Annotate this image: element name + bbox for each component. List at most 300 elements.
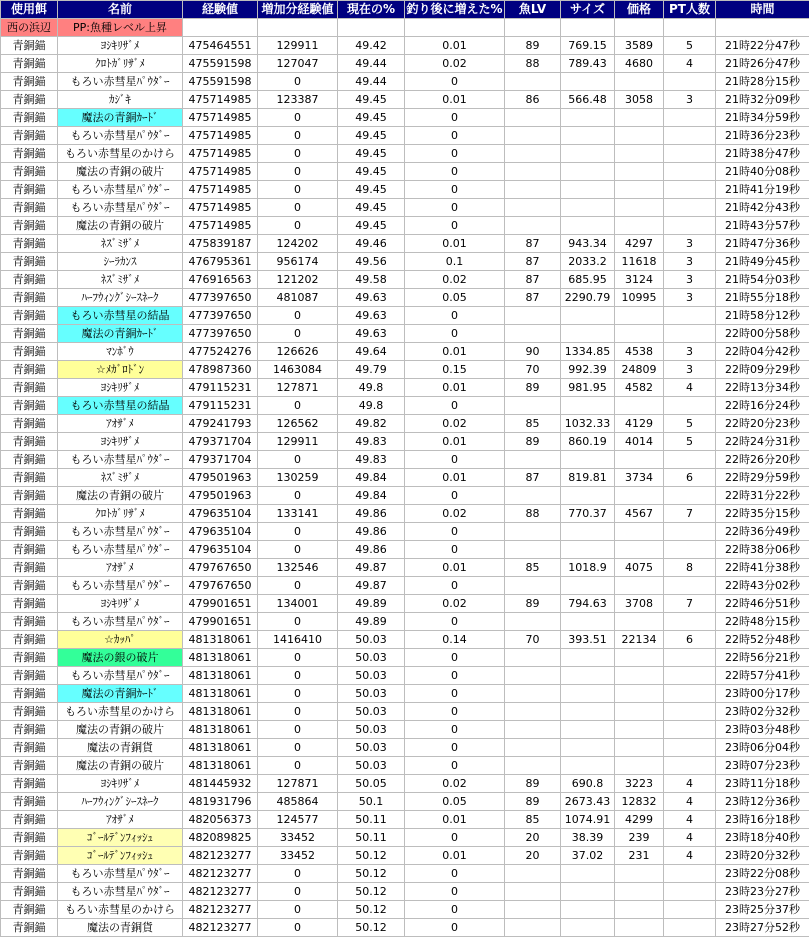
cell-bait[interactable]: 青銅錨 (1, 883, 58, 901)
cell-bait[interactable]: 青銅錨 (1, 271, 58, 289)
cell-pct-gain[interactable]: 0.01 (405, 559, 505, 577)
cell-pct[interactable]: 49.45 (338, 163, 405, 181)
cell-pt[interactable]: 3 (664, 289, 716, 307)
cell-lv[interactable] (505, 703, 561, 721)
cell-bait[interactable]: 青銅錨 (1, 217, 58, 235)
cell-time[interactable]: 22時20分23秒 (716, 415, 809, 433)
cell-time[interactable]: 23時06分04秒 (716, 739, 809, 757)
cell-size[interactable] (561, 703, 615, 721)
cell-bait[interactable]: 青銅錨 (1, 37, 58, 55)
cell-name[interactable]: ｱｵｻﾞﾒ (58, 415, 183, 433)
cell-lv[interactable] (505, 577, 561, 595)
cell-bait[interactable]: 青銅錨 (1, 667, 58, 685)
cell-bait[interactable]: 青銅錨 (1, 649, 58, 667)
cell-bait[interactable]: 青銅錨 (1, 505, 58, 523)
cell-pt[interactable]: 4 (664, 379, 716, 397)
cell-time[interactable]: 21時22分47秒 (716, 37, 809, 55)
cell-size[interactable] (561, 127, 615, 145)
cell-pct-gain[interactable]: 0 (405, 613, 505, 631)
cell-name[interactable]: もろい赤彗星ﾊﾟｳﾀﾞｰ (58, 577, 183, 595)
cell-price[interactable] (615, 163, 664, 181)
cell-lv[interactable]: 89 (505, 595, 561, 613)
cell-pct-gain[interactable]: 0 (405, 397, 505, 415)
cell-gain[interactable]: 0 (258, 163, 338, 181)
cell-bait[interactable]: 青銅錨 (1, 163, 58, 181)
location-note-cell[interactable]: PP:魚種レベル上昇 (58, 19, 183, 37)
cell-lv[interactable]: 89 (505, 433, 561, 451)
cell-pct-gain[interactable]: 0 (405, 451, 505, 469)
cell-pct[interactable]: 49.8 (338, 397, 405, 415)
cell-pct-gain[interactable]: 0.15 (405, 361, 505, 379)
cell-exp[interactable]: 481318061 (183, 685, 258, 703)
cell-size[interactable] (561, 451, 615, 469)
cell-gain[interactable]: 0 (258, 325, 338, 343)
cell-pct-gain[interactable]: 0 (405, 109, 505, 127)
empty-cell[interactable] (664, 19, 716, 37)
cell-bait[interactable]: 青銅錨 (1, 181, 58, 199)
cell-price[interactable] (615, 577, 664, 595)
cell-name[interactable]: 魔法の銀の破片 (58, 649, 183, 667)
cell-exp[interactable]: 479635104 (183, 505, 258, 523)
cell-name[interactable]: もろい赤彗星のかけら (58, 145, 183, 163)
cell-lv[interactable]: 20 (505, 829, 561, 847)
cell-pt[interactable]: 3 (664, 235, 716, 253)
cell-name[interactable]: ﾊｰﾌｳｨﾝｸﾞｼｰｽﾈｰｸ (58, 793, 183, 811)
cell-time[interactable]: 21時55分18秒 (716, 289, 809, 307)
cell-pct[interactable]: 50.11 (338, 829, 405, 847)
cell-bait[interactable]: 青銅錨 (1, 559, 58, 577)
cell-price[interactable]: 11618 (615, 253, 664, 271)
cell-name[interactable]: もろい赤彗星ﾊﾟｳﾀﾞｰ (58, 451, 183, 469)
cell-pct[interactable]: 50.12 (338, 847, 405, 865)
cell-gain[interactable]: 33452 (258, 829, 338, 847)
cell-size[interactable] (561, 667, 615, 685)
cell-bait[interactable]: 青銅錨 (1, 361, 58, 379)
cell-price[interactable] (615, 721, 664, 739)
empty-cell[interactable] (716, 19, 809, 37)
cell-gain[interactable]: 124202 (258, 235, 338, 253)
cell-lv[interactable] (505, 649, 561, 667)
cell-pct[interactable]: 49.45 (338, 199, 405, 217)
cell-pt[interactable]: 7 (664, 595, 716, 613)
cell-pt[interactable]: 4 (664, 829, 716, 847)
cell-pct[interactable]: 50.03 (338, 649, 405, 667)
cell-exp[interactable]: 477524276 (183, 343, 258, 361)
cell-exp[interactable]: 475714985 (183, 91, 258, 109)
empty-cell[interactable] (561, 19, 615, 37)
cell-exp[interactable]: 481318061 (183, 757, 258, 775)
cell-pct-gain[interactable]: 0 (405, 721, 505, 739)
cell-gain[interactable]: 126562 (258, 415, 338, 433)
cell-bait[interactable]: 青銅錨 (1, 397, 58, 415)
cell-pt[interactable] (664, 721, 716, 739)
cell-price[interactable] (615, 541, 664, 559)
cell-size[interactable] (561, 397, 615, 415)
cell-exp[interactable]: 475714985 (183, 217, 258, 235)
cell-pct-gain[interactable]: 0 (405, 541, 505, 559)
cell-bait[interactable]: 青銅錨 (1, 811, 58, 829)
cell-pct[interactable]: 49.44 (338, 73, 405, 91)
cell-lv[interactable] (505, 919, 561, 937)
cell-pt[interactable]: 4 (664, 811, 716, 829)
cell-pct-gain[interactable]: 0 (405, 703, 505, 721)
cell-pct-gain[interactable]: 0 (405, 181, 505, 199)
cell-lv[interactable] (505, 325, 561, 343)
cell-gain[interactable]: 33452 (258, 847, 338, 865)
cell-pct[interactable]: 49.84 (338, 469, 405, 487)
cell-bait[interactable]: 青銅錨 (1, 145, 58, 163)
cell-price[interactable] (615, 325, 664, 343)
cell-lv[interactable]: 88 (505, 505, 561, 523)
cell-size[interactable] (561, 73, 615, 91)
cell-exp[interactable]: 481318061 (183, 667, 258, 685)
cell-pct[interactable]: 49.64 (338, 343, 405, 361)
cell-lv[interactable]: 89 (505, 379, 561, 397)
cell-lv[interactable] (505, 451, 561, 469)
cell-pct-gain[interactable]: 0 (405, 487, 505, 505)
cell-price[interactable] (615, 127, 664, 145)
cell-time[interactable]: 21時32分09秒 (716, 91, 809, 109)
cell-price[interactable] (615, 757, 664, 775)
cell-lv[interactable] (505, 757, 561, 775)
cell-time[interactable]: 21時58分12秒 (716, 307, 809, 325)
cell-name[interactable]: もろい赤彗星ﾊﾟｳﾀﾞｰ (58, 613, 183, 631)
cell-pct-gain[interactable]: 0.05 (405, 289, 505, 307)
cell-name[interactable]: ｱｵｻﾞﾒ (58, 559, 183, 577)
cell-exp[interactable]: 477397650 (183, 325, 258, 343)
cell-size[interactable] (561, 325, 615, 343)
cell-pct-gain[interactable]: 0.02 (405, 55, 505, 73)
cell-lv[interactable]: 85 (505, 811, 561, 829)
cell-exp[interactable]: 475591598 (183, 73, 258, 91)
cell-time[interactable]: 23時27分52秒 (716, 919, 809, 937)
cell-pct[interactable]: 49.45 (338, 217, 405, 235)
cell-pt[interactable] (664, 541, 716, 559)
cell-pt[interactable] (664, 199, 716, 217)
cell-gain[interactable]: 126626 (258, 343, 338, 361)
cell-exp[interactable]: 482123277 (183, 901, 258, 919)
cell-pt[interactable]: 5 (664, 433, 716, 451)
cell-bait[interactable]: 青銅錨 (1, 847, 58, 865)
cell-pct-gain[interactable]: 0 (405, 757, 505, 775)
cell-lv[interactable]: 87 (505, 235, 561, 253)
cell-pt[interactable] (664, 145, 716, 163)
cell-name[interactable]: 魔法の青銅貨 (58, 919, 183, 937)
cell-pt[interactable]: 5 (664, 415, 716, 433)
cell-gain[interactable]: 485864 (258, 793, 338, 811)
cell-time[interactable]: 23時07分23秒 (716, 757, 809, 775)
cell-time[interactable]: 23時25分37秒 (716, 901, 809, 919)
cell-pct[interactable]: 49.86 (338, 505, 405, 523)
cell-name[interactable]: ｺﾞｰﾙﾃﾞﾝﾌｨｯｼｭ (58, 829, 183, 847)
cell-name[interactable]: もろい赤彗星ﾊﾟｳﾀﾞｰ (58, 883, 183, 901)
cell-time[interactable]: 23時11分18秒 (716, 775, 809, 793)
cell-pct-gain[interactable]: 0.02 (405, 595, 505, 613)
cell-gain[interactable]: 0 (258, 145, 338, 163)
cell-lv[interactable] (505, 397, 561, 415)
cell-pct-gain[interactable]: 0.1 (405, 253, 505, 271)
cell-price[interactable] (615, 667, 664, 685)
cell-gain[interactable]: 0 (258, 919, 338, 937)
cell-pt[interactable]: 4 (664, 847, 716, 865)
cell-bait[interactable]: 青銅錨 (1, 55, 58, 73)
cell-gain[interactable]: 0 (258, 667, 338, 685)
cell-gain[interactable]: 130259 (258, 469, 338, 487)
cell-exp[interactable]: 482056373 (183, 811, 258, 829)
cell-time[interactable]: 22時13分34秒 (716, 379, 809, 397)
cell-lv[interactable]: 87 (505, 289, 561, 307)
cell-name[interactable]: ｸﾛﾄｶﾞﾘｻﾞﾒ (58, 505, 183, 523)
cell-price[interactable]: 4680 (615, 55, 664, 73)
cell-pt[interactable] (664, 397, 716, 415)
cell-bait[interactable]: 青銅錨 (1, 631, 58, 649)
cell-time[interactable]: 21時36分23秒 (716, 127, 809, 145)
cell-lv[interactable]: 90 (505, 343, 561, 361)
cell-pct[interactable]: 49.83 (338, 433, 405, 451)
cell-exp[interactable]: 482123277 (183, 883, 258, 901)
cell-pct[interactable]: 50.03 (338, 739, 405, 757)
cell-pt[interactable]: 3 (664, 253, 716, 271)
cell-gain[interactable]: 0 (258, 199, 338, 217)
cell-gain[interactable]: 0 (258, 577, 338, 595)
cell-price[interactable]: 24809 (615, 361, 664, 379)
cell-gain[interactable]: 0 (258, 883, 338, 901)
cell-price[interactable]: 4538 (615, 343, 664, 361)
cell-price[interactable] (615, 523, 664, 541)
cell-pt[interactable] (664, 73, 716, 91)
cell-size[interactable]: 2033.2 (561, 253, 615, 271)
cell-exp[interactable]: 475714985 (183, 163, 258, 181)
cell-lv[interactable] (505, 541, 561, 559)
cell-lv[interactable]: 70 (505, 631, 561, 649)
cell-exp[interactable]: 477397650 (183, 289, 258, 307)
cell-time[interactable]: 23時23分27秒 (716, 883, 809, 901)
cell-lv[interactable] (505, 667, 561, 685)
cell-time[interactable]: 22時41分38秒 (716, 559, 809, 577)
cell-gain[interactable]: 134001 (258, 595, 338, 613)
cell-gain[interactable]: 124577 (258, 811, 338, 829)
cell-name[interactable]: 魔法の青銅ｶｰﾄﾞ (58, 109, 183, 127)
cell-pct[interactable]: 49.63 (338, 289, 405, 307)
cell-bait[interactable]: 青銅錨 (1, 487, 58, 505)
cell-lv[interactable] (505, 73, 561, 91)
cell-name[interactable]: ﾖｼｷﾘｻﾞﾒ (58, 37, 183, 55)
cell-name[interactable]: ﾈｽﾞﾐｻﾞﾒ (58, 469, 183, 487)
cell-pt[interactable] (664, 577, 716, 595)
cell-bait[interactable]: 青銅錨 (1, 721, 58, 739)
cell-size[interactable] (561, 541, 615, 559)
cell-size[interactable] (561, 109, 615, 127)
cell-exp[interactable]: 479635104 (183, 523, 258, 541)
cell-time[interactable]: 21時34分59秒 (716, 109, 809, 127)
cell-exp[interactable]: 479241793 (183, 415, 258, 433)
cell-exp[interactable]: 481931796 (183, 793, 258, 811)
cell-pct[interactable]: 49.56 (338, 253, 405, 271)
cell-exp[interactable]: 482123277 (183, 865, 258, 883)
cell-bait[interactable]: 青銅錨 (1, 757, 58, 775)
cell-bait[interactable]: 青銅錨 (1, 775, 58, 793)
cell-pt[interactable] (664, 901, 716, 919)
cell-price[interactable]: 231 (615, 847, 664, 865)
cell-pct-gain[interactable]: 0.01 (405, 37, 505, 55)
cell-size[interactable]: 981.95 (561, 379, 615, 397)
cell-price[interactable]: 3058 (615, 91, 664, 109)
cell-time[interactable]: 23時16分18秒 (716, 811, 809, 829)
cell-price[interactable]: 12832 (615, 793, 664, 811)
cell-pct-gain[interactable]: 0 (405, 73, 505, 91)
cell-pct[interactable]: 50.11 (338, 811, 405, 829)
cell-size[interactable]: 789.43 (561, 55, 615, 73)
cell-exp[interactable]: 478987360 (183, 361, 258, 379)
cell-pt[interactable] (664, 181, 716, 199)
cell-name[interactable]: ｶｼﾞｷ (58, 91, 183, 109)
empty-cell[interactable] (615, 19, 664, 37)
cell-pt[interactable] (664, 217, 716, 235)
cell-pct-gain[interactable]: 0.01 (405, 379, 505, 397)
cell-size[interactable]: 943.34 (561, 235, 615, 253)
cell-lv[interactable] (505, 181, 561, 199)
cell-exp[interactable]: 476916563 (183, 271, 258, 289)
cell-bait[interactable]: 青銅錨 (1, 433, 58, 451)
cell-pct-gain[interactable]: 0 (405, 325, 505, 343)
cell-price[interactable] (615, 919, 664, 937)
cell-exp[interactable]: 479767650 (183, 577, 258, 595)
cell-bait[interactable]: 青銅錨 (1, 379, 58, 397)
cell-pt[interactable] (664, 883, 716, 901)
cell-size[interactable]: 690.8 (561, 775, 615, 793)
cell-size[interactable] (561, 217, 615, 235)
cell-pct[interactable]: 49.84 (338, 487, 405, 505)
cell-pt[interactable]: 4 (664, 775, 716, 793)
cell-bait[interactable]: 青銅錨 (1, 451, 58, 469)
cell-size[interactable]: 992.39 (561, 361, 615, 379)
cell-exp[interactable]: 481318061 (183, 703, 258, 721)
cell-gain[interactable]: 0 (258, 487, 338, 505)
cell-exp[interactable]: 479767650 (183, 559, 258, 577)
cell-pt[interactable] (664, 667, 716, 685)
cell-time[interactable]: 22時36分49秒 (716, 523, 809, 541)
cell-gain[interactable]: 0 (258, 451, 338, 469)
cell-time[interactable]: 21時43分57秒 (716, 217, 809, 235)
cell-lv[interactable] (505, 127, 561, 145)
cell-gain[interactable]: 127871 (258, 775, 338, 793)
cell-exp[interactable]: 479635104 (183, 541, 258, 559)
cell-name[interactable]: ﾖｼｷﾘｻﾞﾒ (58, 379, 183, 397)
cell-time[interactable]: 22時26分20秒 (716, 451, 809, 469)
cell-name[interactable]: もろい赤彗星のかけら (58, 703, 183, 721)
cell-exp[interactable]: 479901651 (183, 595, 258, 613)
cell-pct-gain[interactable]: 0 (405, 127, 505, 145)
cell-gain[interactable]: 481087 (258, 289, 338, 307)
cell-time[interactable]: 21時38分47秒 (716, 145, 809, 163)
cell-name[interactable]: 魔法の青銅ｶｰﾄﾞ (58, 325, 183, 343)
cell-pt[interactable]: 3 (664, 271, 716, 289)
cell-price[interactable] (615, 865, 664, 883)
cell-time[interactable]: 23時22分08秒 (716, 865, 809, 883)
cell-gain[interactable]: 0 (258, 865, 338, 883)
cell-lv[interactable]: 20 (505, 847, 561, 865)
cell-pct[interactable]: 50.03 (338, 757, 405, 775)
cell-pt[interactable] (664, 757, 716, 775)
cell-gain[interactable]: 127871 (258, 379, 338, 397)
cell-price[interactable]: 22134 (615, 631, 664, 649)
cell-time[interactable]: 21時41分19秒 (716, 181, 809, 199)
empty-cell[interactable] (183, 19, 258, 37)
cell-lv[interactable] (505, 307, 561, 325)
cell-exp[interactable]: 475839187 (183, 235, 258, 253)
cell-price[interactable]: 3734 (615, 469, 664, 487)
cell-name[interactable]: もろい赤彗星ﾊﾟｳﾀﾞｰ (58, 667, 183, 685)
cell-size[interactable] (561, 685, 615, 703)
cell-bait[interactable]: 青銅錨 (1, 415, 58, 433)
cell-price[interactable] (615, 199, 664, 217)
cell-price[interactable]: 4297 (615, 235, 664, 253)
cell-size[interactable]: 393.51 (561, 631, 615, 649)
cell-exp[interactable]: 481318061 (183, 721, 258, 739)
cell-name[interactable]: ☆ﾒｶﾞﾛﾄﾞﾝ (58, 361, 183, 379)
cell-exp[interactable]: 482123277 (183, 919, 258, 937)
cell-pct[interactable]: 49.8 (338, 379, 405, 397)
cell-exp[interactable]: 475714985 (183, 145, 258, 163)
cell-pct[interactable]: 49.89 (338, 595, 405, 613)
cell-gain[interactable]: 123387 (258, 91, 338, 109)
cell-price[interactable] (615, 397, 664, 415)
cell-lv[interactable]: 86 (505, 91, 561, 109)
cell-exp[interactable]: 479501963 (183, 469, 258, 487)
cell-pt[interactable] (664, 919, 716, 937)
cell-pct-gain[interactable]: 0 (405, 667, 505, 685)
cell-name[interactable]: ｱｵｻﾞﾒ (58, 811, 183, 829)
cell-name[interactable]: ｺﾞｰﾙﾃﾞﾝﾌｨｯｼｭ (58, 847, 183, 865)
cell-gain[interactable]: 0 (258, 109, 338, 127)
cell-pct-gain[interactable]: 0.01 (405, 91, 505, 109)
cell-price[interactable]: 4299 (615, 811, 664, 829)
cell-pct-gain[interactable]: 0.01 (405, 469, 505, 487)
cell-pct[interactable]: 49.45 (338, 91, 405, 109)
cell-name[interactable]: もろい赤彗星ﾊﾟｳﾀﾞｰ (58, 199, 183, 217)
cell-gain[interactable]: 0 (258, 649, 338, 667)
cell-pt[interactable]: 6 (664, 469, 716, 487)
cell-bait[interactable]: 青銅錨 (1, 127, 58, 145)
cell-pct[interactable]: 49.86 (338, 541, 405, 559)
cell-gain[interactable]: 127047 (258, 55, 338, 73)
cell-time[interactable]: 22時04分42秒 (716, 343, 809, 361)
cell-time[interactable]: 22時16分24秒 (716, 397, 809, 415)
cell-pct[interactable]: 49.87 (338, 577, 405, 595)
cell-lv[interactable]: 89 (505, 37, 561, 55)
cell-size[interactable]: 819.81 (561, 469, 615, 487)
cell-gain[interactable]: 0 (258, 757, 338, 775)
cell-pct[interactable]: 49.42 (338, 37, 405, 55)
cell-name[interactable]: ☆ｶｯﾊﾟ (58, 631, 183, 649)
cell-size[interactable] (561, 739, 615, 757)
cell-name[interactable]: もろい赤彗星の結晶 (58, 397, 183, 415)
cell-pct-gain[interactable]: 0 (405, 307, 505, 325)
cell-name[interactable]: ｸﾛﾄｶﾞﾘｻﾞﾒ (58, 55, 183, 73)
cell-pct[interactable]: 49.87 (338, 559, 405, 577)
cell-gain[interactable]: 0 (258, 613, 338, 631)
cell-bait[interactable]: 青銅錨 (1, 343, 58, 361)
cell-time[interactable]: 23時00分17秒 (716, 685, 809, 703)
cell-exp[interactable]: 479371704 (183, 451, 258, 469)
cell-pt[interactable] (664, 109, 716, 127)
cell-pct-gain[interactable]: 0 (405, 649, 505, 667)
cell-pct[interactable]: 50.12 (338, 883, 405, 901)
cell-pct[interactable]: 50.03 (338, 685, 405, 703)
cell-pct-gain[interactable]: 0 (405, 217, 505, 235)
cell-pct-gain[interactable]: 0 (405, 199, 505, 217)
cell-price[interactable] (615, 613, 664, 631)
